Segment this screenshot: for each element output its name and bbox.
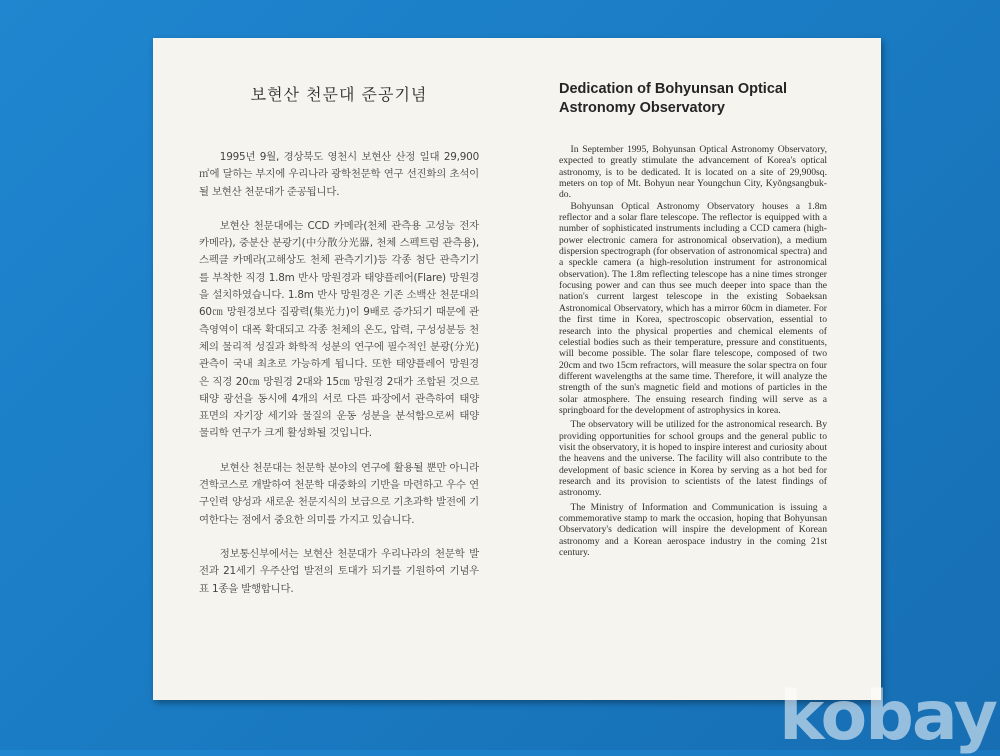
korean-column <box>199 82 479 615</box>
korean-paragraph: 정보통신부에서는 보현산 천문대가 우리나라의 천문학 발전과 21세기 우주산업 발전의 토대가 되기를 기원하여 기념우표 1종을 발행합니다. <box>199 547 479 595</box>
korean-paragraph: 보현산 천문대는 천문학 분야의 연구에 활용될 뿐만 아니라 견학코스로 개발하여 천문학 대중화의 기반을 마련하고 우수 연구인력 양성과 새로운 천문지식의 보급으로 기초과학 발전에 기여한다는 점에서 중요한 의미를 가지고 있습니다. <box>199 461 479 526</box>
korean-paragraph: 보현산 천문대에는 CCD 카메라(천체 관측용 고성능 전자 카메라), 중분산 분광기(中分散分光器, 천체 스펙트럼 관측용), 스펙클 카메라(고해상도 천체 관측기기)등 각종 첨단 관측기기를 부착한 직경 1.8m 반사 망원경과 태양플레어(Flare) 망원경을 설치하였습니다. 1.8m 반사 망원경은 기존 소백산 천문대의 60㎝ 망원경보다 집광력(集光力)이 9배로 증가되기 때문에 관측영역이 대폭 확대되고 각종 천체의 온도, 압력, 구성성분등 천체의 물리적 성질과 화학적 성분의 연구에 필수적인 분광(分光) 관측이 국내 최초로 가능하게 됩니다. 또한 태양플레어 망원경은 직경 20㎝ 망원경 2대와 15㎝ 망원경 2대가 조합된 것으로 태양 광선을 동시에 4개의 서로 다른 파장에서 관측하여 태양 표면의 자기장 세기와 물질의 운동 성분을 분석함으로써 태양 물리학 연구가 크게 활성화될 것입니다. <box>199 219 479 440</box>
english-paragraph: Bohyunsan Optical Astronomy Observatory houses a 1.8m reflector and a solar flare telescope. The reflector is equipped with a number of sophisticated instruments including a CCD camera (high-power electronic camera for astronomical observation), a medium dispersion spectrograph (for observation of astronomical spectra) and a speckle camera (a high-resolution instrument for astronomical observation). The 1.8m reflecting telescope has a nine times stronger focusing power and can thus see much deeper into space than the nation's current largest telescope in the existing Sobaeksan Astronomical Observatory, which has a mirror 60cm in diameter. For the first time in Korea, spectroscopic observation, essential to research into the physical properties and chemical elements of celestial bodies such as their temperature, pressure and constituents, will become possible. The solar flare telescope, composed of two 20cm and two 15cm refractors, will measure the solar spectra on four different wavelengths at the same time. Therefore, it will analyze the strength of the sun's magnetic field and motions of particles in the solar atmosphere. The ensuing research finding will serve as a springboard for the development of astrophysics in korea. <box>559 200 827 416</box>
korean-paragraph: 1995년 9월, 경상북도 영천시 보현산 산정 일대 29,900㎡에 달하는 부지에 우리나라 광학천문학 연구 선진화의 초석이 될 보현산 천문대가 준공됩니다. <box>199 151 479 198</box>
info-card <box>153 38 881 700</box>
english-paragraph: The Ministry of Information and Communication is issuing a commemorative stamp to mark the occasion, hoping that Bohyunsan Observatory's dedication will inspire the development of Korean astronomy and a Korean aerospace industry in the coming 21st century. <box>559 501 827 559</box>
korean-title: 보현산 천문대 준공기념 <box>250 85 428 104</box>
english-paragraph: The observatory will be utilized for the astronomical research. By providing opportunities for school groups and the general public to visit the observatory, it is hoped to inspire interest and curiosity about the heavens and the universe. The facility will also contribute to the development of basic science in Korea by serving as a hot bed for research and its provision to scientists of the latest findings of astronomy. <box>559 419 827 499</box>
english-title: Dedication of Bohyunsan Optical Astronomy Observatory <box>559 81 787 116</box>
english-column <box>559 80 827 558</box>
kobay-watermark: kobay <box>779 677 996 756</box>
english-paragraph: In September 1995, Bohyunsan Optical Astronomy Observatory, expected to greatly stimulate the advancement of Korea's optical astronomy, is to be dedicated. It is located on a site of 29,900sq. meters on top of Mt. Bohyun near Youngchun City, Kyŏngsangbuk-do. <box>559 144 827 201</box>
